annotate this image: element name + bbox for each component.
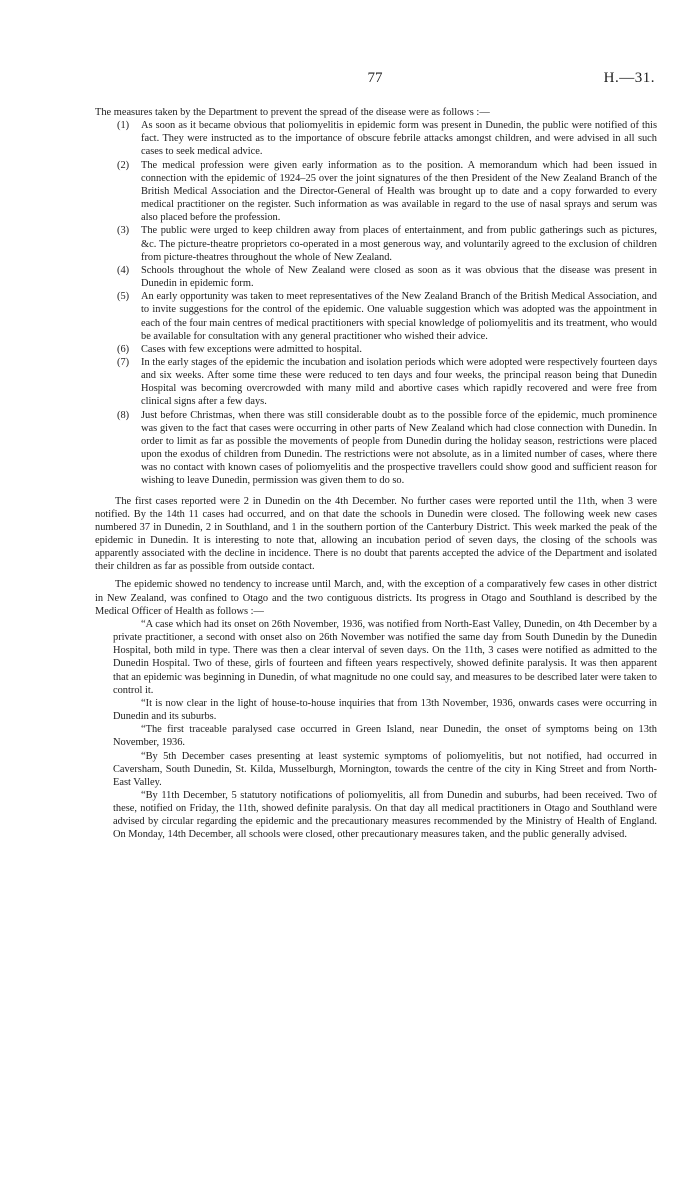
measure-text: Cases with few exceptions were admitted to hospital. — [141, 343, 363, 355]
measure-text: As soon as it became obvious that poliomyelitis in epidemic form was present in Dunedin, the public were notified of this fact. They were instructed as to the importance of obscure febrile attacks amongst children, and were advised in all such cases to seek medical advice. — [141, 120, 657, 158]
measures-list — [95, 119, 657, 487]
measure-item — [95, 119, 657, 158]
measure-number: (7) — [117, 356, 130, 368]
measure-item — [95, 409, 657, 488]
measure-item — [95, 290, 657, 343]
page-number: 77 — [367, 70, 383, 86]
first-cases-paragraph: The first cases reported were 2 in Dunedin on the 4th December. No further cases were reported until the 11th, when 3 were notified. By the 14th 11 cases had occurred, and on that date the schools in Dunedin were closed. The following week new cases numbered 37 in Dunedin, 2 in Southland, and 1 in the southern portion of the Canterbury District. This week marked the peak of the epidemic in Dunedin. It is interesting to note that, allowing an incubation period of seven days, the closing of the schools was apparently associated with the decline in incidence. There is no doubt that parents accepted the advice of the Department and isolated their children as far as possible from outside contact. — [95, 495, 657, 573]
measure-number: (1) — [117, 120, 130, 132]
measure-item — [95, 356, 657, 409]
measure-item — [95, 343, 657, 356]
measure-number: (4) — [117, 264, 130, 276]
document-body — [95, 106, 657, 842]
measure-number: (3) — [117, 225, 130, 237]
measure-text: The medical profession were given early information as to the position. A memorandum which had been issued in connection with the epidemic of 1924–25 over the joint signatures of the then President of the New Zealand Branch of the British Medical Association and the Director-General of Health was brought up to date and a copy forwarded to every medical practitioner on the register. Such information as was available in regard to the use of nasal sprays and serum was also placed before the profession. — [141, 159, 657, 224]
measure-text: Schools throughout the whole of New Zealand were closed as soon as it was obvious that the disease was present in Dunedin in epidemic form. — [141, 264, 657, 290]
epidemic-progress-paragraph: The epidemic showed no tendency to increase until March, and, with the exception of a comparatively few cases in other district in New Zealand, was confined to Otago and the two contiguous districts. Its progress in Otago and Southland is described by the Medical Officer of Health as follows :— — [95, 579, 657, 617]
page-header — [95, 70, 655, 92]
measure-item — [95, 264, 657, 290]
measure-text: An early opportunity was taken to meet representatives of the New Zealand Branch of the British Medical Association, and to invite suggestions for the control of the epidemic. One valuable suggestion which was adopted was the appointment in each of the four main centres of medical practitioners with special knowledge of poliomyelitis and its treatment, who would be available for consultation with any general practitioner who wished their advice. — [141, 291, 657, 342]
medical-officer-quote: “By 11th December, 5 statutory notifications of poliomyelitis, all from Dunedin and suburbs, had been received. Two of these, notified on Friday, the 11th, showed definite paralysis. On that day all medical practitioners in Otago and Southland were advised by circular regarding the epidemic and the precautionary measures recommended by the Ministry of Health of England. On Monday, 14th December, all schools were closed, other precautionary measures taken, and the public generally advised. — [113, 789, 657, 841]
measure-text: In the early stages of the epidemic the incubation and isolation periods which were adopted were respectively fourteen days and six weeks. After some time these were reduced to ten days and four weeks, the principal reason being that Dunedin Hospital was becoming overcrowded with many mild and abortive cases which rapidly recovered and were free from clinical signs after a few days. — [141, 356, 657, 408]
measure-item — [95, 159, 657, 225]
measure-number: (5) — [117, 291, 130, 303]
medical-officer-quote: “A case which had its onset on 26th November, 1936, was notified from North-East Valley, Dunedin, on 4th December by a private practitioner, a second with onset also on 26th November was notified the same day from South Dunedin by the Dunedin Hospital, both mild in type. There was then a clear interval of seven days. On the 11th, 3 cases were notified as admitted to the Dunedin Hospital. Two of these, girls of fourteen and fifteen years respectively, showed definite paralysis. It was then apparent that an epidemic was beginning in Dunedin, of what magnitude no one could say, and measures to be described later were taken to control it. — [113, 618, 657, 696]
measures-intro: The measures taken by the Department to prevent the spread of the disease were as follows :— — [95, 107, 490, 118]
measure-text: The public were urged to keep children away from places of entertainment, and from public gatherings such as pictures, &c. The picture-theatre proprietors co-operated in a most generous way, and voluntarily agreed to the exclusion of children from picture-theatres throughout the whole of New Zealand. — [141, 225, 657, 263]
measure-number: (2) — [117, 159, 130, 171]
measure-item — [95, 224, 657, 263]
measure-number: (8) — [117, 409, 130, 421]
measure-text: Just before Christmas, when there was still considerable doubt as to the possible force of the epidemic, much prominence was given to the fact that cases were occurring in other parts of New Zealand which had close connection with Dunedin. In order to limit as far as possible the movements of people from Dunedin during the holiday season, restrictions were placed upon the exodus of children from Dunedin. The restrictions were not absolute, as in a limited number of cases, where there was no contact with known cases of poliomyelitis and the prospective travellers could show good and sufficient reason for wishing to leave Dunedin, permission was given them to do so. — [141, 409, 657, 487]
medical-officer-quote: “By 5th December cases presenting at least systemic symptoms of poliomyelitis, but not notified, had occurred in Caversham, South Dunedin, St. Kilda, Musselburgh, Mornington, towards the centre of the city in King Street and from North-East Valley. — [113, 750, 657, 788]
measure-number: (6) — [117, 343, 130, 355]
medical-officer-quote: “It is now clear in the light of house-to-house inquiries that from 13th November, 1936, onwards cases were occurring in Dunedin and its suburbs. — [113, 697, 657, 723]
document-reference: H.—31. — [603, 70, 655, 86]
medical-officer-quote: “The first traceable paralysed case occurred in Green Island, near Dunedin, the onset of symptoms being on 13th November, 1936. — [113, 724, 657, 749]
